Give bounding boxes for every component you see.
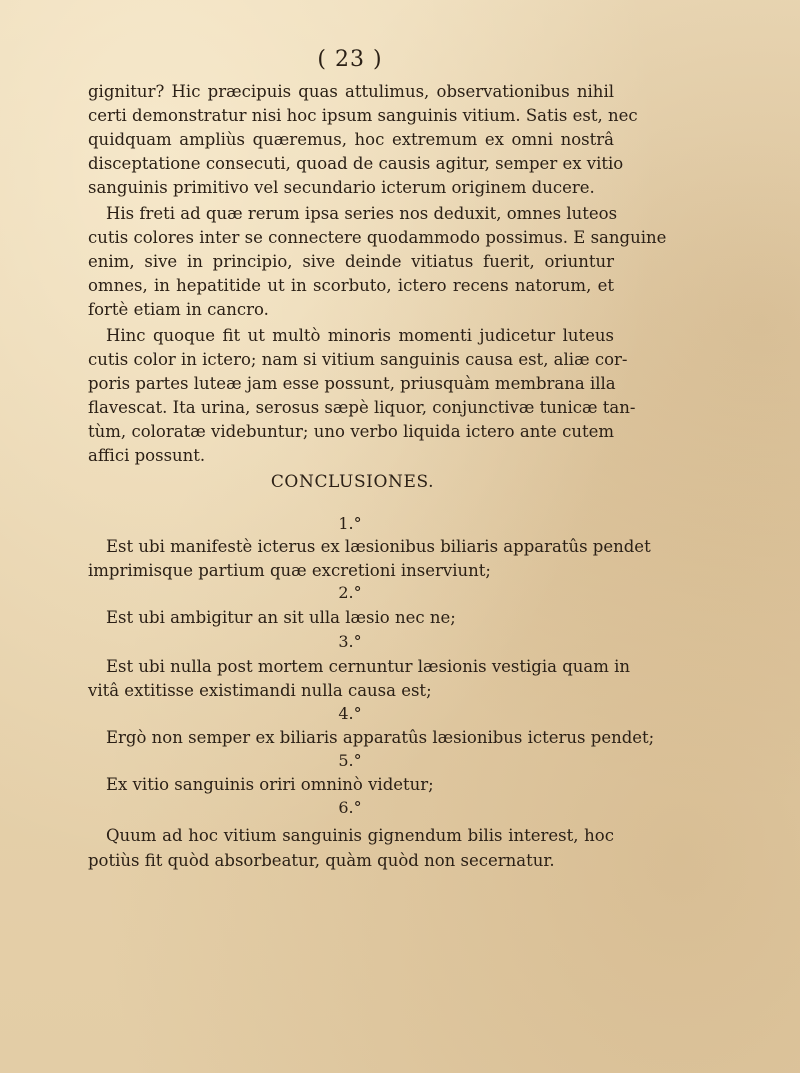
paragraph-3-line-3: poris partes luteæ jam esse possunt, priusquàm membrana illa	[88, 374, 616, 393]
paragraph-2-line-1: His freti ad quæ rerum ipsa series nos deduxit, omnes luteos	[106, 204, 618, 223]
paragraph-2-line-4: omnes, in hepatitide ut in scorbuto, ictero recens natorum, et	[88, 276, 614, 295]
conclusion-6-numeral: 6.°	[338, 798, 362, 817]
paragraph-2-line-3: enim, sive in principio, sive deinde vitiatus fuerit, oriuntur	[88, 252, 614, 271]
paragraph-1-line-2: certi demonstratur nisi hoc ipsum sanguinis vitium. Satis est, nec	[88, 106, 638, 125]
conclusion-1-numeral: 1.°	[338, 514, 362, 533]
paragraph-3-line-1: Hinc quoque fit ut multò minoris momenti judicetur luteus	[106, 326, 614, 345]
conclusions-heading: CONCLUSIONES.	[270, 472, 435, 492]
conclusion-3-line-2: vitâ extitisse existimandi nulla causa est;	[88, 681, 432, 700]
paragraph-3-line-4: flavescat. Ita urina, serosus sæpè liquor, conjunctivæ tunicæ tan-	[88, 398, 636, 417]
conclusion-4-line-1: Ergò non semper ex biliaris apparatûs læsionibus icterus pendet;	[106, 728, 655, 747]
conclusion-5-numeral: 5.°	[338, 751, 362, 770]
conclusion-6-line-1: Quum ad hoc vitium sanguinis gignendum bilis interest, hoc	[106, 826, 614, 845]
paragraph-2-line-2: cutis colores inter se connectere quodammodo possimus. E sanguine	[88, 228, 667, 247]
conclusion-1-line-2: imprimisque partium quæ excretioni inserviunt;	[88, 561, 491, 580]
paragraph-1-line-1: gignitur? Hic præcipuis quas attulimus, observationibus nihil	[88, 82, 614, 101]
paragraph-3-line-5: tùm, coloratæ videbuntur; uno verbo liquida ictero ante cutem	[88, 422, 614, 441]
paragraph-3-line-6: affici possunt.	[88, 446, 206, 465]
paragraph-3-line-2: cutis color in ictero; nam si vitium sanguinis causa est, aliæ cor-	[88, 350, 628, 369]
conclusion-4-numeral: 4.°	[338, 704, 362, 723]
paragraph-1-line-5: sanguinis primitivo vel secundario icterum originem ducere.	[88, 178, 595, 197]
page-number: ( 23 )	[317, 47, 383, 72]
conclusion-1-line-1: Est ubi manifestè icterus ex læsionibus biliaris apparatûs pendet	[106, 537, 651, 556]
conclusion-3-numeral: 3.°	[338, 632, 362, 651]
paragraph-2-line-5: fortè etiam in cancro.	[88, 300, 269, 319]
conclusion-3-line-1: Est ubi nulla post mortem cernuntur læsionis vestigia quam in	[106, 657, 631, 676]
conclusion-6-line-2: potiùs fit quòd absorbeatur, quàm quòd non secernatur.	[88, 851, 555, 870]
conclusion-2-line-1: Est ubi ambigitur an sit ulla læsio nec ne;	[106, 608, 456, 627]
conclusion-5-line-1: Ex vitio sanguinis oriri omninò videtur;	[106, 775, 434, 794]
conclusion-2-numeral: 2.°	[338, 583, 362, 602]
paragraph-1-line-4: disceptatione consecuti, quoad de causis agitur, semper ex vitio	[88, 154, 624, 173]
paragraph-1-line-3: quidquam ampliùs quæremus, hoc extremum ex omni nostrâ	[88, 130, 614, 149]
